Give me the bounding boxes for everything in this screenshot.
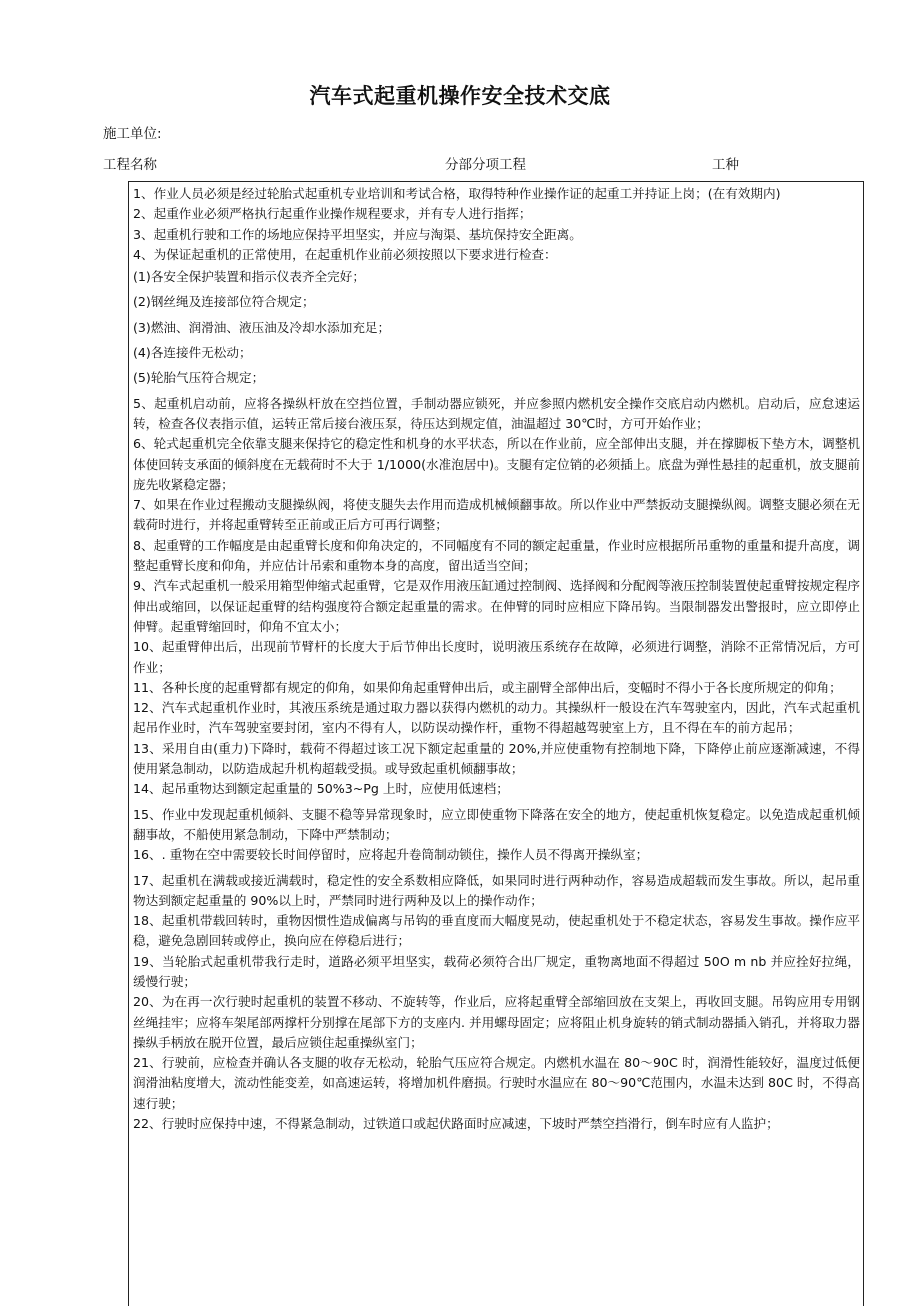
list-item: 22、行驶时应保持中速，不得紧急制动，过铁道口或起伏路面时应减速，下坡时严禁空挡滑行，倒车时应有人监护； bbox=[133, 1116, 779, 1132]
list-item: 4、为保证起重机的正常使用，在起重机作业前必须按照以下要求进行检查： bbox=[133, 246, 557, 262]
list-item: 21、行驶前，应检查并确认各支腿的收存无松动，轮胎气压应符合规定。内燃机水温在 80～90C 时，润滑性能较好，温度过低便润滑油粘度增大，流动性能变差，如高速运转，将增加机件磨损。行驶时水温应在 80～90℃范围内，水温未达到 80C 时，不得高速行驶； bbox=[133, 1055, 860, 1111]
list-item: 8、起重臂的工作幅度是由起重臂长度和仰角决定的，不同幅度有不同的额定起重量，作业时应根据所吊重物的重量和提升高度，调整起重臂长度和仰角，并应估计吊索和重物本身的高度，留出适当空间； bbox=[133, 537, 860, 574]
list-item: 6、轮式起重机完全依靠支腿来保持它的稳定性和机身的水平状态，所以在作业前，应全部伸出支腿，并在撑脚板下垫方木，调整机体使回转支承面的倾斜度在无载荷时不大于 1/1000(水准泡居中)。支腿有定位销的必须插上。底盘为弹性悬挂的起重机，放支腿前庞先收紧稳定器； bbox=[133, 436, 860, 492]
list-item: 5、起重机启动前，应将各操纵杆放在空挡位置，手制动器应锁死，并应参照内燃机安全操作交底启动内燃机。启动后，应怠速运转，检查各仪表指示值，运转正常后接台液压泵，待压达到规定值，油温超过 30℃时，方可开始作业； bbox=[133, 395, 860, 431]
project-name-label: 工程名称 bbox=[103, 157, 157, 173]
list-item: 12、汽车式起重机作业时，其液压系统是通过取力器以获得内燃机的动力。其操纵杆一般设在汽车驾驶室内，因此，汽车式起重机起吊作业时，汽车驾驶室要封闭，室内不得有人，以防误动操作杆，重物不得超越驾驶室上方，且不得在车的前方起吊； bbox=[133, 700, 860, 736]
trade-label: 工种 bbox=[712, 157, 739, 173]
list-item: 7、如果在作业过程搬动支腿操纵阀，将使支腿失去作用而造成机械倾翻事故。所以作业中严禁扳动支腿操纵阀。调整支腿必须在无载荷时进行，并将起重臂转至正前或正后方可再行调整； bbox=[133, 497, 860, 533]
list-item: (5)轮胎气压符合规定； bbox=[133, 370, 265, 386]
list-item: 18、起重机带载回转时，重物因惯性造成偏离与吊钩的垂直度而大幅度晃动，使起重机处于不稳定状态，容易发生事故。操作应平稳，避免急剧回转或停止，换向应在停稳后进行； bbox=[133, 913, 860, 949]
list-item: 1、作业人员必须是经过轮胎式起重机专业培训和考试合格，取得特种作业操作证的起重工并持证上岗；(在有效期内) bbox=[133, 186, 781, 201]
list-item: 2、起重作业必须严格执行起重作业操作规程要求，并有专人进行指挥； bbox=[133, 206, 532, 222]
list-item: 20、为在再一次行驶时起重机的装置不移动、不旋转等，作业后，应将起重臂全部缩回放在支架上，再收回支腿。吊钩应用专用钢丝绳挂牢；应将车架尾部两撑杆分别撑在尾部下方的支座内. 并用螺母固定；应将阻止机身旋转的销式制动器插入销孔，并将取力器操纵手柄放在脱开位置，最后应锁住起重操纵室门； bbox=[133, 994, 860, 1050]
sub-project-label: 分部分项工程 bbox=[445, 157, 526, 173]
list-item: 9、汽车式起重机一般采用箱型伸缩式起重臂，它是双作用液压缸通过控制阀、选择阀和分配阀等液压控制装置使起重臂按规定程序伸出或缩回，以保证起重臂的结构强度符合额定起重量的需求。在伸臂的同时应相应下降吊钩。当限制器发出警报时，应立即停止伸臂。起重臂缩回时，仰角不宜太小； bbox=[133, 578, 860, 634]
document-title: 汽车式起重机操作安全技术交底 bbox=[309, 84, 611, 108]
list-item: (4)各连接件无松动； bbox=[133, 345, 252, 361]
list-item: (3)燃油、润滑油、液压油及冷却水添加充足； bbox=[133, 319, 391, 335]
list-item: (1)各安全保护装置和指示仪表齐全完好； bbox=[133, 269, 365, 285]
list-item: 13、采用自由(重力)下降时，载荷不得超过该工况下额定起重量的 20%,并应使重物有控制地下降，下降停止前应逐渐减速，不得使用紧急制动，以防造成起升机构超载受损。或导致起重机倾翻事故； bbox=[133, 740, 860, 777]
list-item: (2)钢丝绳及连接部位符合规定； bbox=[133, 294, 315, 310]
construction-unit-label: 施工单位: bbox=[103, 126, 162, 142]
list-item: 19、当轮胎式起重机带我行走时，道路必须平坦坚实，载荷必须符合出厂规定，重物离地面不得超过 50O m nb 并应拴好拉绳，缓慢行驶； bbox=[133, 953, 860, 989]
list-item: 14、起吊重物达到额定起重量的 50%3~Pg 上时，应使用低速档； bbox=[133, 781, 509, 797]
list-item: 3、起重机行驶和工作的场地应保持平坦坚实，并应与淘渠、基坑保持安全距离。 bbox=[133, 226, 582, 242]
briefing-content-box bbox=[128, 181, 864, 1306]
list-item: 15、作业中发现起重机倾斜、支腿不稳等异常现象时，应立即使重物下降落在安全的地方，使起重机恢复稳定。以免造成起重机倾翻事故，不船使用紧急制动，下降中严禁制动； bbox=[133, 806, 860, 842]
list-item: 10、起重臂伸出后，出现前节臂杆的长度大于后节伸出长度时，说明液压系统存在故障，必须进行调整，消除不正常情况后，方可作业； bbox=[133, 639, 860, 675]
list-item: 11、各种长度的起重臂都有规定的仰角，如果仰角起重臂伸出后，或主副臂全部伸出后，变幅时不得小于各长度所规定的仰角； bbox=[133, 679, 842, 695]
list-item: 16、. 重物在空中需要较长时间停留时，应将起升卷筒制动锁住，操作人员不得离开操纵室； bbox=[133, 847, 649, 863]
list-item: 17、起重机在满载或接近满载时，稳定性的安全系数相应降低，如果同时进行两种动作，容易造成超载而发生事故。所以，起吊重物达到额定起重量的 90%以上时，严禁同时进行两种及以上的操作动作； bbox=[133, 872, 860, 908]
